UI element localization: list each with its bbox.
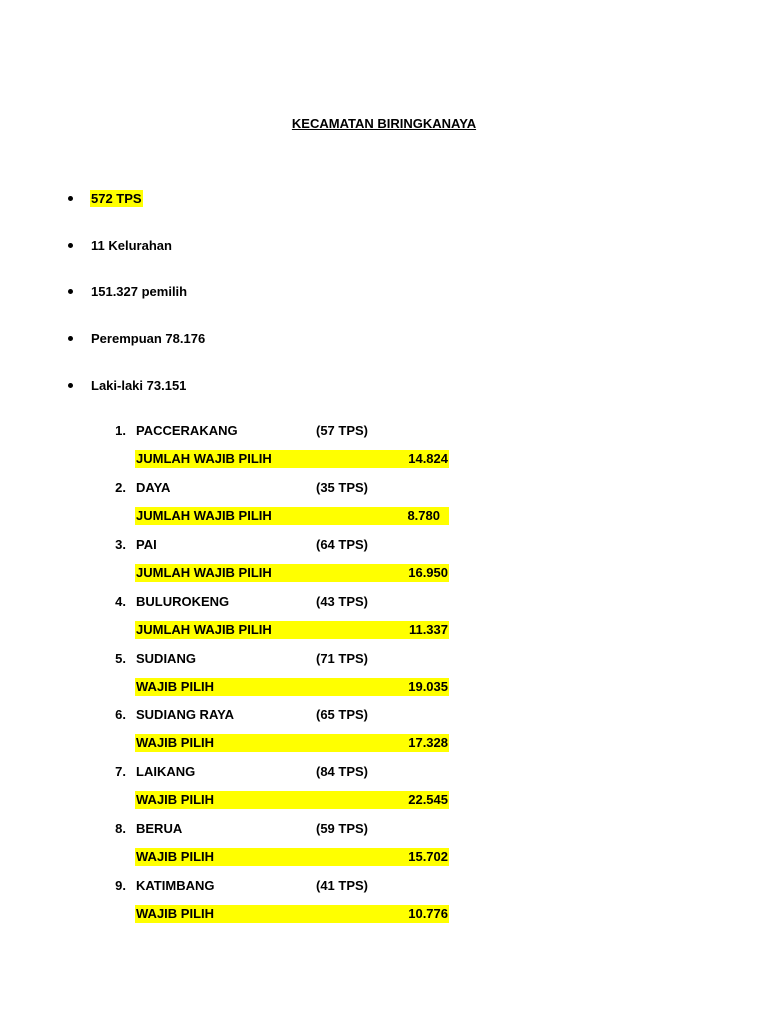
voter-value: 17.328: [408, 735, 448, 751]
village-name: PAI: [136, 536, 157, 552]
summary-text: 151.327 pemilih: [91, 284, 188, 300]
voter-value: 10.776: [408, 906, 448, 922]
voter-value: 19.035: [408, 678, 448, 694]
village-item: [0, 650, 768, 707]
village-heading: [0, 763, 768, 781]
summary-text: 572 TPS: [91, 191, 142, 206]
voter-label: JUMLAH WAJIB PILIH: [136, 507, 272, 523]
village-number: 8.: [115, 821, 126, 837]
voter-label: WAJIB PILIH: [136, 906, 215, 922]
voter-label: JUMLAH WAJIB PILIH: [136, 621, 272, 637]
voter-total-row: [135, 734, 449, 752]
village-number: 3.: [115, 536, 126, 552]
voter-value: 22.545: [408, 792, 448, 808]
village-heading: [0, 422, 768, 440]
village-tps: (43 TPS): [316, 593, 369, 609]
voter-total-row: [135, 848, 449, 866]
voter-value: 15.702: [408, 849, 448, 865]
village-name: BERUA: [136, 821, 183, 837]
village-tps: (41 TPS): [316, 878, 369, 894]
village-heading: [0, 479, 768, 497]
village-name: PACCERAKANG: [136, 423, 238, 438]
bullet-icon: [68, 289, 73, 294]
village-number: 6.: [115, 707, 126, 723]
voter-total-row: [135, 905, 449, 923]
village-heading: [0, 877, 768, 895]
voter-value: 14.824: [408, 451, 448, 466]
village-item: [0, 706, 768, 763]
village-name: DAYA: [136, 479, 171, 495]
village-name: KATIMBANG: [136, 878, 215, 894]
bullet-icon: [68, 243, 73, 248]
village-heading: [0, 650, 768, 668]
voter-label: WAJIB PILIH: [136, 849, 215, 865]
village-name: BULUROKENG: [136, 593, 230, 609]
village-heading: [0, 820, 768, 838]
village-item: [0, 877, 768, 934]
village-tps: (71 TPS): [316, 650, 369, 666]
village-item: [0, 422, 768, 479]
village-number: 9.: [115, 878, 126, 894]
bullet-icon: [68, 383, 73, 388]
summary-text: 11 Kelurahan: [91, 237, 172, 253]
village-name: SUDIANG RAYA: [136, 707, 235, 723]
voter-total-row: [135, 564, 449, 582]
bullet-icon: [68, 196, 73, 201]
voter-total-row: [135, 791, 449, 809]
bullet-icon: [68, 336, 73, 341]
village-number: 7.: [115, 764, 126, 780]
voter-value: 16.950: [408, 564, 448, 580]
village-heading: [0, 706, 768, 724]
voter-total-row: [135, 678, 449, 696]
summary-text: Laki-laki 73.151: [91, 377, 187, 393]
village-name: SUDIANG: [136, 650, 196, 666]
voter-label: JUMLAH WAJIB PILIH: [136, 564, 272, 580]
voter-label: JUMLAH WAJIB PILIH: [136, 451, 272, 466]
village-tps: (65 TPS): [316, 707, 369, 723]
voter-total-row: [135, 507, 449, 525]
village-item: [0, 536, 768, 593]
village-item: [0, 479, 768, 536]
village-name: LAIKANG: [136, 764, 196, 780]
village-heading: [0, 536, 768, 554]
voter-label: WAJIB PILIH: [136, 792, 215, 808]
page-title: KECAMATAN BIRINGKANAYA: [291, 116, 477, 131]
village-item: [0, 820, 768, 877]
village-number: 4.: [115, 593, 126, 609]
village-item: [0, 763, 768, 820]
voter-total-row: [135, 621, 449, 639]
voter-label: WAJIB PILIH: [136, 678, 215, 694]
voter-value: 11.337: [408, 621, 448, 637]
village-tps: (57 TPS): [316, 423, 369, 438]
voter-value: 8.780: [407, 507, 440, 523]
village-tps: (64 TPS): [316, 536, 369, 552]
voter-total-row: [135, 450, 449, 468]
voter-label: WAJIB PILIH: [136, 735, 215, 751]
village-number: 1.: [115, 423, 126, 438]
village-number: 2.: [115, 479, 126, 495]
village-tps: (84 TPS): [316, 764, 369, 780]
village-tps: (59 TPS): [316, 821, 369, 837]
village-list: [0, 422, 768, 934]
village-item: [0, 593, 768, 650]
summary-text: Perempuan 78.176: [91, 331, 206, 347]
village-tps: (35 TPS): [316, 479, 369, 495]
village-number: 5.: [115, 650, 126, 666]
village-heading: [0, 593, 768, 611]
